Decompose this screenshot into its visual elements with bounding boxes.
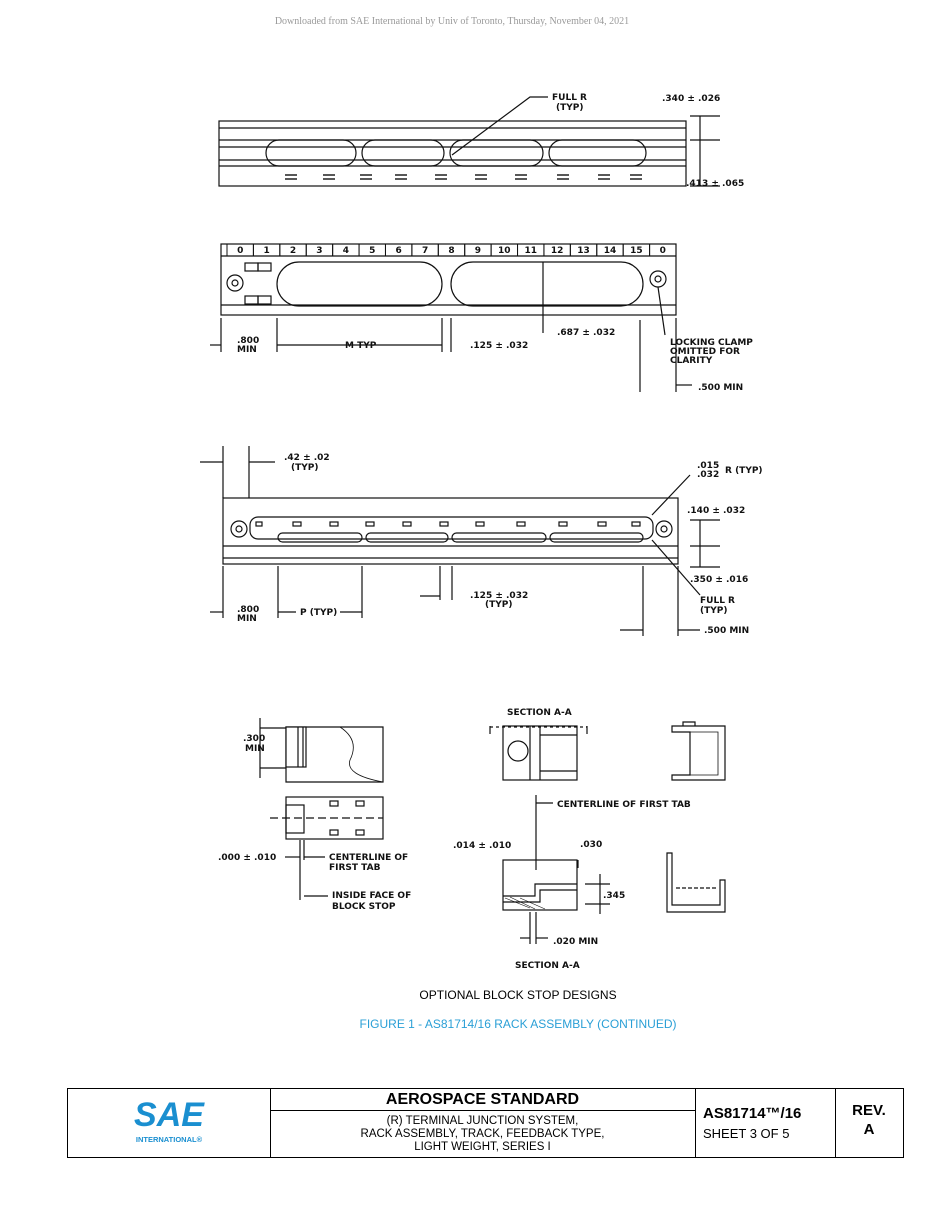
- sae-logo: [68, 1089, 271, 1157]
- title-center: [270, 1089, 696, 1157]
- dim-800-label-3: .800: [237, 605, 260, 615]
- desc-line-3: LIGHT WEIGHT, SERIES I: [414, 1141, 551, 1153]
- clamp-note-3: CLARITY: [670, 356, 713, 366]
- full-r-typ-label: FULL R: [552, 93, 587, 103]
- slot-number: 0: [659, 246, 666, 256]
- slot-number: 12: [550, 246, 564, 256]
- centerline-left-2: FIRST TAB: [329, 863, 381, 873]
- slot-number: 5: [369, 246, 376, 256]
- centerline-right: CENTERLINE OF FIRST TAB: [557, 800, 691, 810]
- rev-value: A: [863, 1121, 875, 1138]
- clamp-note-1: LOCKING CLAMP: [670, 338, 753, 348]
- dim-014-label: .014 ± .010: [453, 841, 512, 851]
- optional-designs-caption: OPTIONAL BLOCK STOP DESIGNS: [419, 988, 617, 1002]
- slot-number: 9: [474, 246, 482, 256]
- standard-title: AEROSPACE STANDARD: [270, 1089, 695, 1111]
- dim-032-label: .032: [697, 470, 720, 480]
- dim-345-label: .345: [603, 891, 626, 901]
- figure-title: FIGURE 1 - AS81714/16 RACK ASSEMBLY (CONTINUED): [359, 1017, 677, 1031]
- m-typ-label: M TYP: [345, 341, 377, 351]
- inside-face-1: INSIDE FACE OF: [332, 891, 412, 901]
- section-aa-bottom-label: SECTION A-A: [515, 961, 580, 971]
- section-aa-top-label: SECTION A-A: [507, 708, 572, 718]
- dim-300-label: .300: [243, 734, 266, 744]
- slot-number: 4: [342, 246, 349, 256]
- detail-views: [260, 718, 725, 944]
- sheet-number: SHEET 3 OF 5: [703, 1126, 790, 1141]
- slot-number: 10: [498, 246, 511, 256]
- dim-125-label-3: .125 ± .032: [470, 591, 529, 601]
- dim-413-label: .413 ± .065: [686, 179, 745, 189]
- dim-800-min-label: MIN: [237, 345, 257, 355]
- full-r-typ-label-3: (TYP): [700, 606, 728, 616]
- slot-number: 15: [630, 246, 643, 256]
- dim-125-label: .125 ± .032: [470, 341, 529, 351]
- slot-number: 7: [421, 246, 429, 256]
- slot-number: 1: [263, 246, 270, 256]
- dim-140-label: .140 ± .032: [687, 506, 746, 516]
- view-1-labels: [552, 93, 744, 189]
- slot-number: 3: [316, 246, 323, 256]
- slot-number: 11: [524, 246, 538, 256]
- dim-300-min-label: MIN: [245, 744, 265, 754]
- dim-42-label: .42 ± .02: [284, 453, 330, 463]
- view-3-rack-tabs: [200, 446, 720, 636]
- slot-number: 6: [395, 246, 402, 256]
- slot-number-row: [227, 244, 676, 256]
- doc-number: AS81714™/16: [703, 1105, 802, 1122]
- rev-label: REV.: [852, 1102, 886, 1119]
- sae-logo-icon: [68, 1089, 270, 1157]
- revision-cell: [835, 1089, 903, 1157]
- p-typ-label: P (TYP): [300, 608, 338, 618]
- slot-number: 14: [603, 246, 617, 256]
- clamp-note-2: OMITTED FOR: [670, 347, 740, 357]
- document-description: [270, 1111, 695, 1154]
- inside-face-2: BLOCK STOP: [332, 902, 396, 912]
- slot-number: 2: [289, 246, 297, 256]
- dim-020-label: .020 MIN: [553, 937, 599, 947]
- full-r-label: FULL R: [700, 596, 735, 606]
- dim-340-label: .340 ± .026: [662, 94, 721, 104]
- slot-number: 13: [577, 246, 590, 256]
- desc-line-2: RACK ASSEMBLY, TRACK, FEEDBACK TYPE,: [360, 1128, 605, 1140]
- dim-350-label: .350 ± .016: [690, 575, 749, 585]
- title-block: [67, 1088, 904, 1158]
- dim-030-label: .030: [580, 840, 603, 850]
- download-note: Downloaded from SAE International by Univ of Toronto, Thursday, November 04, 2021: [274, 16, 630, 27]
- doc-number-cell: [695, 1089, 836, 1157]
- full-r-typ-label-2: (TYP): [556, 103, 584, 113]
- dim-125-typ-label: (TYP): [485, 600, 513, 610]
- slot-number: 0: [237, 246, 244, 256]
- r-typ-label: R (TYP): [725, 466, 763, 476]
- logo-text: SAE: [134, 1096, 204, 1134]
- dim-015-label: .015: [697, 461, 720, 471]
- slot-number: 8: [448, 246, 455, 256]
- dim-800-min-label-3: MIN: [237, 614, 257, 624]
- dim-800-label: .800: [237, 336, 260, 346]
- dim-687-label: .687 ± .032: [557, 328, 616, 338]
- view-3-labels: [237, 453, 763, 636]
- dim-42-typ-label: (TYP): [291, 463, 319, 473]
- dim-500-label-3: .500 MIN: [704, 626, 750, 636]
- logo-subtext: INTERNATIONAL®: [135, 1135, 203, 1144]
- centerline-left-1: CENTERLINE OF: [329, 853, 409, 863]
- dim-000-label: .000 ± .010: [218, 853, 277, 863]
- dim-500-label: .500 MIN: [698, 383, 744, 393]
- desc-line-1: (R) TERMINAL JUNCTION SYSTEM,: [386, 1115, 579, 1127]
- view-2-rack-top: [210, 244, 692, 392]
- view-1-track-side: [219, 97, 720, 186]
